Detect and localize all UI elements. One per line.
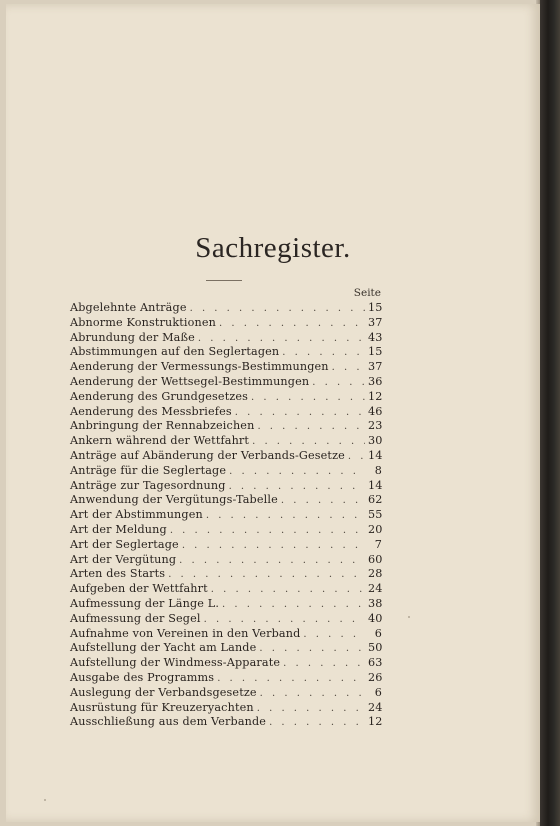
- paper-speck: [408, 616, 410, 618]
- index-entry-page: 60: [368, 552, 383, 566]
- index-entry-term: Aenderung des Grundgesetzes: [70, 389, 249, 403]
- index-entry-term: Arten des Starts: [70, 567, 166, 581]
- index-entry-term: Ausrüstung für Kreuzeryachten: [70, 700, 254, 714]
- index-entry-term: Abnorme Konstruktionen: [70, 315, 217, 329]
- index-entry-term: Art der Abstimmungen: [70, 508, 203, 522]
- index-entry-page: 46: [368, 404, 383, 418]
- index-entry: [70, 612, 382, 627]
- index-entry: [70, 419, 382, 434]
- index-entry: [70, 538, 382, 553]
- index-entry-term: Abgelehnte Anträge: [70, 301, 187, 314]
- index-entry: [70, 582, 382, 597]
- dot-leader: [204, 613, 365, 628]
- dot-leader: [252, 435, 365, 450]
- index-entry-page: 38: [368, 596, 383, 610]
- index-entry-page: 28: [368, 567, 383, 581]
- index-entry-page: 6: [374, 626, 382, 640]
- index-entry-page: 63: [368, 656, 383, 670]
- index-entry: [70, 331, 382, 346]
- dot-leader: [190, 302, 365, 317]
- dot-leader: [251, 391, 365, 406]
- dot-leader: [179, 554, 365, 569]
- page-column-header: Seite: [353, 287, 381, 299]
- index-entry: [70, 671, 382, 686]
- dot-leader: [303, 628, 365, 643]
- index-entry-term: Anträge für die Seglertage: [70, 463, 227, 477]
- index-entry: [70, 375, 382, 390]
- dot-leader: [312, 376, 365, 391]
- index-entry: [70, 567, 382, 582]
- index-entry-page: 62: [368, 493, 383, 507]
- index-entry-term: Aenderung des Messbriefes: [70, 404, 232, 418]
- index-entry-page: 7: [374, 537, 382, 551]
- index-entry-page: 24: [368, 582, 383, 596]
- dot-leader: [211, 583, 365, 598]
- index-entry: [70, 464, 382, 479]
- index-entry-page: 36: [368, 374, 383, 388]
- index-entry-page: 37: [368, 315, 383, 329]
- index-entry: [70, 597, 382, 612]
- index-entry: [70, 301, 382, 316]
- index-entry-page: 43: [368, 330, 383, 344]
- index-entry-page: 15: [368, 301, 383, 314]
- index-entry: [70, 493, 382, 508]
- dot-leader: [281, 494, 365, 509]
- dot-leader: [332, 361, 365, 376]
- index-entry-page: 30: [368, 434, 383, 448]
- index-entry: [70, 405, 382, 420]
- dot-leader: [206, 509, 365, 524]
- index-entry-page: 12: [368, 715, 383, 729]
- dot-leader: [257, 420, 365, 435]
- index-entry: [70, 553, 382, 568]
- index-entry-term: Anträge zur Tagesordnung: [70, 478, 226, 492]
- page-title: Sachregister.: [195, 232, 351, 264]
- dot-leader: [235, 406, 365, 421]
- index-entry-page: 37: [368, 360, 383, 374]
- index-entry: [70, 641, 382, 656]
- dot-leader: [260, 687, 365, 702]
- index-entry-term: Aenderung der Vermessungs-Bestimmungen: [70, 360, 329, 374]
- index-entry-page: 12: [368, 389, 383, 403]
- dot-leader: [269, 716, 365, 731]
- index-entry: [70, 656, 382, 671]
- index-entry-page: 6: [374, 685, 382, 699]
- dot-leader: [182, 539, 365, 554]
- index-entry-term: Ankern während der Wettfahrt: [70, 434, 250, 448]
- dot-leader: [259, 642, 365, 657]
- dot-leader: [229, 465, 365, 480]
- index-entry: [70, 686, 382, 701]
- index-entry-page: 23: [368, 419, 383, 433]
- index-entry: [70, 434, 382, 449]
- dot-leader: [198, 332, 365, 347]
- dot-leader: [282, 346, 365, 361]
- index-entry-term: Art der Vergütung: [70, 552, 177, 566]
- dot-leader: [257, 702, 365, 717]
- index-entry: [70, 345, 382, 360]
- index-entry: [70, 390, 382, 405]
- index-entry-term: Abstimmungen auf den Seglertagen: [70, 345, 280, 359]
- index-entry-term: Ausgabe des Programms: [70, 670, 215, 684]
- index-entry-page: 14: [368, 478, 383, 492]
- dot-leader: [229, 480, 365, 495]
- index-entry-term: Art der Meldung: [70, 522, 167, 536]
- index-entry-page: 15: [368, 345, 383, 359]
- index-entry: [70, 715, 382, 730]
- dot-leader: [170, 524, 365, 539]
- paper-speck: [44, 799, 46, 801]
- index-list: [70, 301, 382, 730]
- index-entry-term: Aufstellung der Yacht am Lande: [70, 641, 257, 655]
- dot-leader: [348, 450, 365, 465]
- dot-leader: [168, 568, 365, 583]
- index-entry-term: Aufmessung der Segel: [70, 611, 201, 625]
- index-entry-term: Aenderung der Wettsegel-Bestimmungen: [70, 374, 310, 388]
- book-binding: [540, 0, 560, 826]
- index-entry-page: 14: [368, 448, 383, 462]
- book-page: [6, 4, 540, 822]
- index-entry-term: Anträge auf Abänderung der Verbands-Gesetze: [70, 448, 345, 462]
- index-entry-page: 20: [368, 522, 383, 536]
- title-divider: [206, 280, 242, 281]
- index-entry: [70, 479, 382, 494]
- index-entry: [70, 360, 382, 375]
- index-entry-term: Aufstellung der Windmess-Apparate: [70, 656, 281, 670]
- index-entry: [70, 316, 382, 331]
- index-entry-term: Anwendung der Vergütungs-Tabelle: [70, 493, 278, 507]
- dot-leader: [219, 317, 365, 332]
- index-entry: [70, 627, 382, 642]
- index-entry-page: 26: [368, 670, 383, 684]
- index-entry-page: 55: [368, 508, 383, 522]
- index-entry-term: Anbringung der Rennabzeichen: [70, 419, 255, 433]
- index-entry: [70, 449, 382, 464]
- dot-leader: [217, 672, 365, 687]
- dot-leader: [222, 598, 365, 613]
- index-entry-term: Aufnahme von Vereinen in den Verband: [70, 626, 301, 640]
- index-entry-term: Abrundung der Maße: [70, 330, 195, 344]
- index-entry-term: Ausschließung aus dem Verbande: [70, 715, 267, 729]
- index-entry: [70, 701, 382, 716]
- index-entry-page: 24: [368, 700, 383, 714]
- index-entry-page: 50: [368, 641, 383, 655]
- index-entry-page: 40: [368, 611, 383, 625]
- index-entry: [70, 508, 382, 523]
- index-entry-page: 8: [374, 463, 382, 477]
- dot-leader: [283, 657, 365, 672]
- index-entry-term: Aufgeben der Wettfahrt: [70, 582, 208, 596]
- index-entry-term: Auslegung der Verbandsgesetze: [70, 685, 257, 699]
- index-entry-term: Art der Seglertage: [70, 537, 179, 551]
- index-entry-term: Aufmessung der Länge L.: [70, 596, 220, 610]
- index-entry: [70, 523, 382, 538]
